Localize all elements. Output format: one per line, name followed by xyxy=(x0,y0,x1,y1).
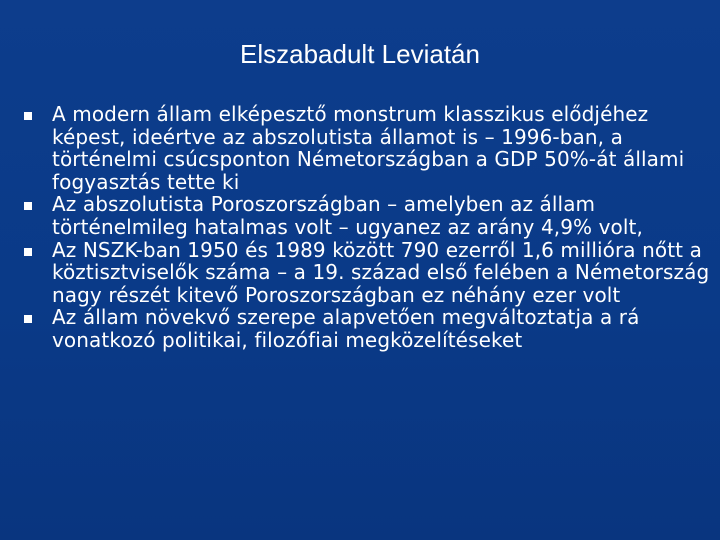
bullet-item xyxy=(24,306,714,351)
bullet-text: Az abszolutista Poroszországban – amelyben az állam történelmileg hatalmas volt – ugyanez az arány 4,9% volt, xyxy=(52,192,643,239)
bullet-item xyxy=(24,103,714,193)
square-bullet-icon xyxy=(24,306,52,323)
bullet-item xyxy=(24,193,714,238)
bullet-text: Az állam növekvő szerepe alapvetően megváltoztatja a rá vonatkozó politikai, filozófiai megközelítéseket xyxy=(52,305,640,352)
square-bullet-icon xyxy=(24,193,52,210)
square-bullet-icon xyxy=(24,239,52,256)
bullet-item xyxy=(24,239,714,307)
bullet-list xyxy=(24,103,714,352)
bullet-text: A modern állam elképesztő monstrum klasszikus elődjéhez képest, ideértve az abszolutista államot is – 1996-ban, a történelmi csúcsponton Németországban a GDP 50%-át állami fogyasztás tette ki xyxy=(52,102,685,194)
slide-title: Elszabadult Leviatán xyxy=(240,39,480,69)
bullet-text: Az NSZK-ban 1950 és 1989 között 790 ezerről 1,6 millióra nőtt a köztisztviselők száma – a 19. század első felében a Németország nagy részét kitevő Poroszországban ez néhány ezer volt xyxy=(52,237,710,307)
square-bullet-icon xyxy=(24,103,52,120)
